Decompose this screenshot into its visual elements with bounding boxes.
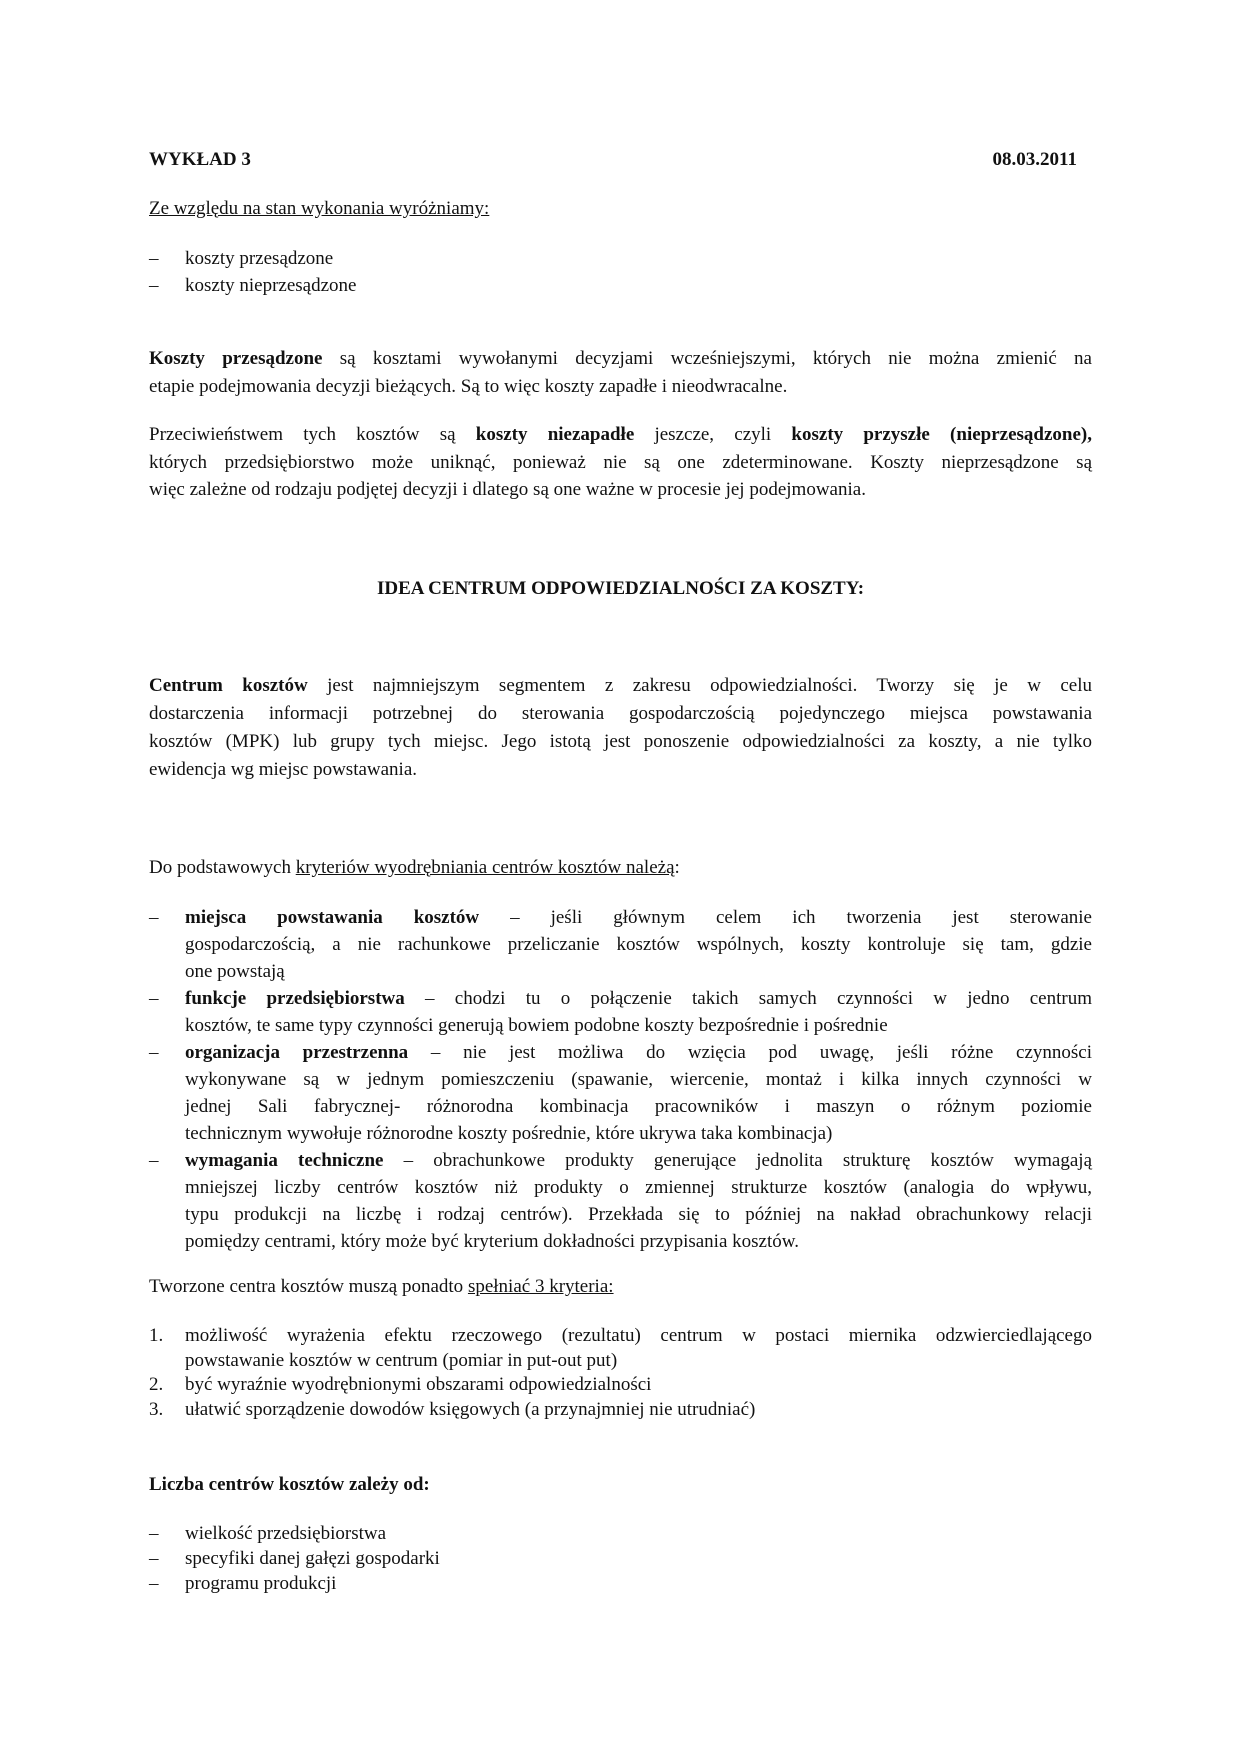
text-line bbox=[185, 1398, 1092, 1423]
text-run: powstawanie kosztów w centrum (pomiar in put-out put) bbox=[185, 1349, 618, 1371]
text-line bbox=[149, 1471, 1092, 1499]
list-marker: – bbox=[149, 1042, 159, 1063]
text-run: – nie jest możliwa do wzięcia pod uwagę, jeśli różne czynności bbox=[408, 1042, 1092, 1063]
count-factors-list bbox=[149, 1521, 1092, 1596]
paragraph-requirements-intro bbox=[149, 1273, 1092, 1301]
list-marker: 2. bbox=[149, 1374, 164, 1396]
text-run: koszty nieprzesądzone bbox=[185, 275, 357, 296]
text-line bbox=[149, 476, 1092, 504]
text-line bbox=[185, 958, 1092, 985]
text-run: dostarczenia informacji potrzebnej do sterowania gospodarczością pojedynczego miejsca powstawania bbox=[149, 703, 1092, 724]
bold-text: koszty niezapadłe bbox=[475, 424, 635, 445]
text-run: Tworzone centra kosztów muszą ponadto bbox=[149, 1276, 468, 1297]
list-marker: – bbox=[149, 1548, 159, 1569]
text-run: wielkość przedsiębiorstwa bbox=[185, 1523, 387, 1544]
list-item bbox=[149, 1324, 1092, 1373]
text-run: ułatwić sporządzenie dowodów księgowych (a przynajmniej nie utrudniać) bbox=[185, 1399, 756, 1421]
text-line bbox=[149, 1273, 1092, 1301]
text-line bbox=[185, 1228, 1092, 1255]
text-line bbox=[185, 1373, 1092, 1398]
text-line bbox=[149, 756, 1092, 784]
text-line bbox=[185, 904, 1092, 931]
text-run: jest najmniejszym segmentem z zakresu odpowiedzialności. Tworzy się je w celu bbox=[307, 675, 1092, 696]
text-line bbox=[185, 1066, 1092, 1093]
bold-text: Liczba centrów kosztów zależy od: bbox=[149, 1474, 430, 1495]
text-run: mniejszej liczby centrów kosztów niż produkty o zmiennej strukturze kosztów (analogia do wpływu, bbox=[185, 1177, 1092, 1198]
text-line bbox=[185, 1201, 1092, 1228]
paragraph-future-costs bbox=[149, 421, 1092, 504]
text-run: Przeciwieństwem tych kosztów są bbox=[149, 424, 476, 445]
text-line bbox=[185, 1571, 1092, 1596]
section-intro bbox=[149, 195, 1092, 223]
section-heading: IDEA CENTRUM ODPOWIEDZIALNOŚCI ZA KOSZTY: bbox=[376, 578, 865, 599]
list-marker: – bbox=[149, 248, 159, 269]
text-run: kosztów, te same typy czynności generują bowiem podobne koszty bezpośrednie i pośrednie bbox=[185, 1015, 888, 1036]
text-run: być wyraźnie wyodrębnionymi obszarami odpowiedzialności bbox=[185, 1374, 652, 1396]
text-run: technicznym wywołuje różnorodne koszty pośrednie, które ukrywa taka kombinacja) bbox=[185, 1123, 833, 1144]
list-marker: – bbox=[149, 907, 159, 928]
text-run: Do podstawowych bbox=[149, 857, 296, 878]
bold-text: Centrum kosztów bbox=[149, 675, 308, 696]
text-run: – obrachunkowe produkty generujące jednolita strukturę kosztów wymagają bbox=[383, 1150, 1092, 1171]
text-run: jeszcze, czyli bbox=[634, 424, 792, 445]
text-line bbox=[185, 1039, 1092, 1066]
text-line bbox=[185, 931, 1092, 958]
cost-type-list bbox=[149, 245, 1092, 299]
lecture-date: 08.03.2011 bbox=[992, 149, 1077, 170]
text-line bbox=[149, 854, 1092, 882]
requirements-list bbox=[149, 1324, 1092, 1423]
text-line bbox=[185, 1120, 1092, 1147]
list-item bbox=[149, 1571, 1092, 1596]
underlined-text: Ze względu na stan wykonania wyróżniamy: bbox=[149, 198, 490, 219]
text-run: – jeśli głównym celem ich tworzenia jest sterowanie bbox=[479, 907, 1092, 928]
text-run: gospodarczością, a nie rachunkowe przeliczanie kosztów wspólnych, koszty kontroluje się tam, gdzie bbox=[185, 934, 1092, 955]
list-item bbox=[149, 904, 1092, 985]
text-line bbox=[149, 345, 1092, 373]
list-item bbox=[149, 1546, 1092, 1571]
list-item bbox=[149, 1147, 1092, 1255]
list-item bbox=[149, 245, 1092, 272]
text-run: one powstają bbox=[185, 961, 285, 982]
text-line bbox=[185, 1324, 1092, 1349]
bold-text: Koszty przesądzone bbox=[149, 348, 323, 369]
list-marker: – bbox=[149, 1150, 159, 1171]
text-line bbox=[185, 1546, 1092, 1571]
text-line bbox=[185, 985, 1092, 1012]
text-line bbox=[149, 195, 1092, 223]
text-run: których przedsiębiorstwo może uniknąć, ponieważ nie są one zdeterminowane. Koszty nieprzesądzone są bbox=[149, 451, 1092, 473]
text-run: ewidencja wg miejsc powstawania. bbox=[149, 759, 418, 780]
document-header bbox=[149, 146, 1092, 174]
text-line bbox=[185, 1147, 1092, 1174]
text-line bbox=[149, 421, 1092, 449]
bold-text: miejsca powstawania kosztów bbox=[185, 907, 480, 928]
bold-text: koszty przyszłe (nieprzesądzone), bbox=[791, 424, 1092, 445]
list-marker: 1. bbox=[149, 1325, 164, 1346]
text-run: wykonywane są w jednym pomieszczeniu (spawanie, wiercenie, montaż i kilka innych czynności w bbox=[185, 1069, 1092, 1090]
text-line bbox=[185, 245, 1092, 272]
text-line bbox=[149, 700, 1092, 728]
paragraph-criteria-intro bbox=[149, 854, 1092, 882]
list-item bbox=[149, 1373, 1092, 1398]
text-line bbox=[185, 1349, 1092, 1374]
list-item bbox=[149, 1521, 1092, 1546]
list-marker: – bbox=[149, 988, 159, 1009]
text-line bbox=[149, 449, 1092, 477]
text-run: : bbox=[674, 857, 680, 878]
text-run: specyfiki danej gałęzi gospodarki bbox=[185, 1548, 440, 1569]
paragraph-sunk-costs bbox=[149, 345, 1092, 401]
list-item bbox=[149, 985, 1092, 1039]
bold-text: funkcje przedsiębiorstwa bbox=[185, 988, 405, 1009]
list-item bbox=[149, 272, 1092, 299]
text-line bbox=[185, 1012, 1092, 1039]
text-line bbox=[185, 272, 1092, 299]
paragraph-count-intro bbox=[149, 1471, 1092, 1499]
list-item bbox=[149, 1398, 1092, 1423]
text-run: pomiędzy centrami, który może być kryterium dokładności przypisania kosztów. bbox=[185, 1231, 799, 1252]
text-run: więc zależne od rodzaju podjętej decyzji i dlatego są one ważne w procesie jej podejmowania. bbox=[149, 479, 866, 500]
underlined-text: kryteriów wyodrębniania centrów kosztów należą bbox=[295, 857, 675, 878]
criteria-list bbox=[149, 904, 1092, 1255]
text-run: jednej Sali fabrycznej- różnorodna kombinacja pracowników i maszyn o różnym poziomie bbox=[185, 1096, 1092, 1117]
text-line bbox=[185, 1093, 1092, 1120]
text-run: koszty przesądzone bbox=[185, 248, 334, 269]
text-line bbox=[149, 373, 1092, 401]
text-run: etapie podejmowania decyzji bieżących. Są to więc koszty zapadłe i nieodwracalne. bbox=[149, 376, 788, 397]
text-line bbox=[185, 1174, 1092, 1201]
text-line bbox=[185, 1521, 1092, 1546]
list-marker: – bbox=[149, 1523, 159, 1544]
text-line bbox=[149, 728, 1092, 756]
list-marker: – bbox=[149, 275, 159, 296]
list-marker: 3. bbox=[149, 1399, 164, 1421]
text-line bbox=[149, 672, 1092, 700]
text-run: możliwość wyrażenia efektu rzeczowego (rezultatu) centrum w postaci miernika odzwierciedlającego bbox=[185, 1325, 1092, 1346]
text-run: – chodzi tu o połączenie takich samych czynności w jedno centrum bbox=[404, 988, 1092, 1009]
text-run: są kosztami wywołanymi decyzjami wcześniejszymi, których nie można zmienić na bbox=[322, 348, 1092, 369]
text-run: kosztów (MPK) lub grupy tych miejsc. Jego istotą jest ponoszenie odpowiedzialności za koszty, a nie tylko bbox=[149, 731, 1092, 752]
bold-text: organizacja przestrzenna bbox=[185, 1042, 409, 1063]
text-run: typu produkcji na liczbę i rodzaj centrów). Przekłada się to później na nakład obrachunkowy relacji bbox=[185, 1204, 1092, 1225]
paragraph-cost-center bbox=[149, 672, 1092, 784]
lecture-title: WYKŁAD 3 bbox=[149, 149, 251, 170]
bold-text: wymagania techniczne bbox=[185, 1150, 384, 1171]
list-marker: – bbox=[149, 1573, 159, 1594]
list-item bbox=[149, 1039, 1092, 1147]
underlined-text: spełniać 3 kryteria: bbox=[467, 1276, 614, 1297]
text-run: programu produkcji bbox=[185, 1573, 337, 1594]
